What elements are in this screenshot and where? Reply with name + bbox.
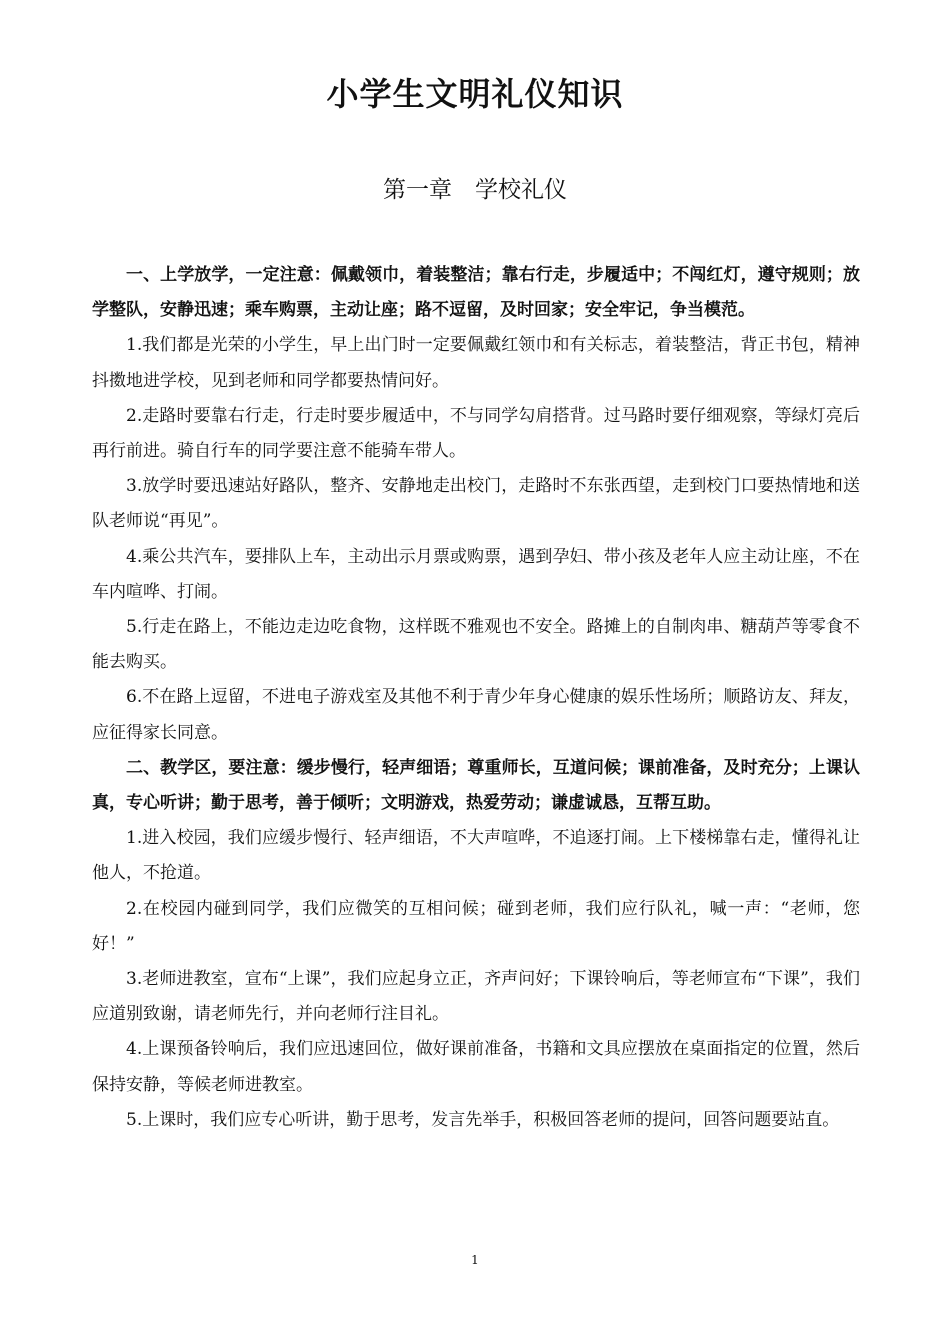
document-title: 小学生文明礼仪知识 xyxy=(326,75,624,113)
paragraph: 5.上课时，我们应专心听讲，勤于思考，发言先举手，积极回答老师的提问，回答问题要站直。 xyxy=(126,1109,840,1130)
paragraph: 6.不在路上逗留，不进电子游戏室及其他不利于青少年身心健康的娱乐性场所；顺路访友、拜友，应征得家长同意。 xyxy=(92,687,860,743)
paragraph: 2.在校园内碰到同学，我们应微笑的互相问候；碰到老师，我们应行队礼，喊一声：“老师，您好！” xyxy=(92,898,860,954)
chapter-title: 第一章 学校礼仪 xyxy=(383,177,567,203)
paragraph: 4.上课预备铃响后，我们应迅速回位，做好课前准备，书籍和文具应摆放在桌面指定的位置，然后保持安静，等候老师进教室。 xyxy=(92,1039,860,1095)
paragraph: 3.老师进教室，宣布“上课”，我们应起身立正，齐声问好；下课铃响后，等老师宣布“下课”，我们应道别致谢，请老师先行，并向老师行注目礼。 xyxy=(92,969,860,1025)
section-heading: 二、教学区，要注意：缓步慢行，轻声细语；尊重师长，互道问候；课前准备，及时充分；上课认真，专心听讲；勤于思考，善于倾听；文明游戏，热爱劳动；谦虚诚恳，互帮互助。 xyxy=(92,757,860,814)
paragraph: 3.放学时要迅速站好路队，整齐、安静地走出校门，走路时不东张西望，走到校门口要热情地和送队老师说“再见”。 xyxy=(92,476,860,532)
paragraph: 5.行走在路上，不能边走边吃食物，这样既不雅观也不安全。路摊上的自制肉串、糖葫芦等零食不能去购买。 xyxy=(92,617,860,673)
paragraph: 1.我们都是光荣的小学生，早上出门时一定要佩戴红领巾和有关标志，着装整洁，背正书包，精神抖擞地进学校，见到老师和同学都要热情问好。 xyxy=(92,335,860,391)
document-body xyxy=(92,258,860,1138)
page-number: 1 xyxy=(471,1253,479,1267)
paragraph: 4.乘公共汽车，要排队上车，主动出示月票或购票，遇到孕妇、带小孩及老年人应主动让座，不在车内喧哗、打闹。 xyxy=(92,546,860,602)
paragraph: 2.走路时要靠右行走，行走时要步履适中，不与同学勾肩搭背。过马路时要仔细观察，等绿灯亮后再行前进。骑自行车的同学要注意不能骑车带人。 xyxy=(92,405,860,462)
paragraph: 1.进入校园，我们应缓步慢行、轻声细语，不大声喧哗，不追逐打闹。上下楼梯靠右走，懂得礼让他人，不抢道。 xyxy=(92,828,860,884)
section-heading: 一、上学放学，一定注意：佩戴领巾，着装整洁；靠右行走，步履适中；不闯红灯，遵守规则；放学整队，安静迅速；乘车购票，主动让座；路不逗留，及时回家；安全牢记，争当模范。 xyxy=(92,265,860,321)
